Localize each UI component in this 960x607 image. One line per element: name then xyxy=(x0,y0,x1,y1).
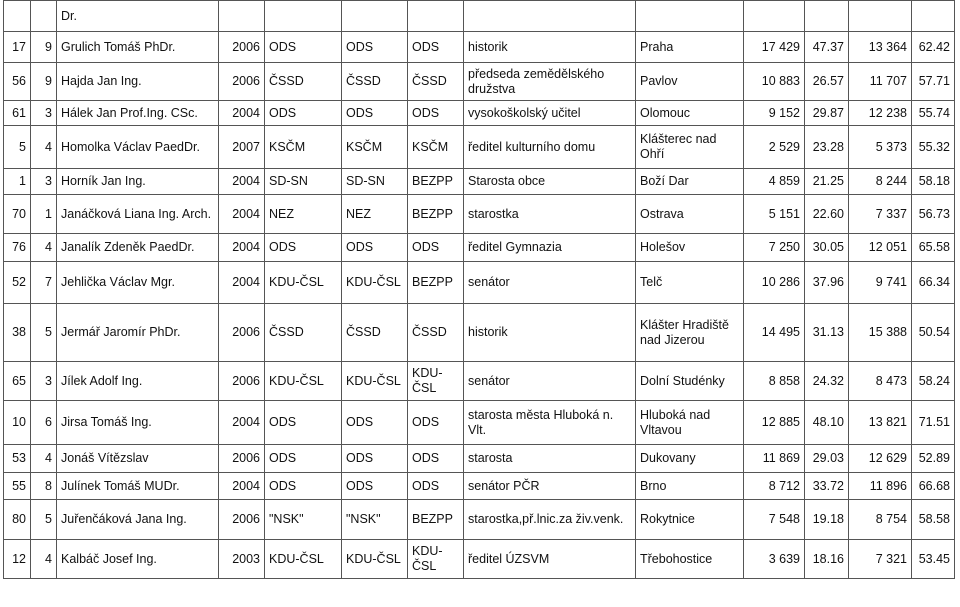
col-pct: 22.60 xyxy=(805,195,849,234)
col-votes2: 13 364 xyxy=(849,32,912,63)
col-city: Holešov xyxy=(636,234,744,262)
col-occupation: senátor PČR xyxy=(464,473,636,500)
col-party-nominating: KDU-ČSL xyxy=(265,362,342,401)
col-order: 7 xyxy=(31,262,57,304)
col-pct: 31.13 xyxy=(805,304,849,362)
col-rank: 70 xyxy=(4,195,31,234)
col-votes2: 8 754 xyxy=(849,500,912,540)
col-year: 2004 xyxy=(219,195,265,234)
col-votes: 14 495 xyxy=(744,304,805,362)
col-votes2: 11 707 xyxy=(849,63,912,101)
col-party-nominating: ČSSD xyxy=(265,63,342,101)
col-order: 5 xyxy=(31,500,57,540)
col-occupation: předseda zemědělského družstva xyxy=(464,63,636,101)
col-name: Homolka Václav PaedDr. xyxy=(57,126,219,169)
col-votes: 7 250 xyxy=(744,234,805,262)
col-pct: 37.96 xyxy=(805,262,849,304)
table-row xyxy=(4,540,955,579)
col-year: 2003 xyxy=(219,540,265,579)
col-votes: 12 885 xyxy=(744,401,805,445)
table-row xyxy=(4,262,955,304)
col-party-nominating: NEZ xyxy=(265,195,342,234)
col-pct: 33.72 xyxy=(805,473,849,500)
table-row xyxy=(4,234,955,262)
col-party-nominating: ODS xyxy=(265,401,342,445)
col-pct: 29.87 xyxy=(805,101,849,126)
col-membership: BEZPP xyxy=(408,195,464,234)
col-year: 2006 xyxy=(219,63,265,101)
col-party: ODS xyxy=(342,234,408,262)
col-pct2: 71.51 xyxy=(912,401,955,445)
table-row xyxy=(4,401,955,445)
col-pct2: 53.45 xyxy=(912,540,955,579)
col-rank: 53 xyxy=(4,445,31,473)
col-city: Klášterec nad Ohří xyxy=(636,126,744,169)
col-pct: 24.32 xyxy=(805,362,849,401)
col-party-nominating: ODS xyxy=(265,234,342,262)
col-year: 2004 xyxy=(219,234,265,262)
col-votes: 8 858 xyxy=(744,362,805,401)
col-pct2: 58.58 xyxy=(912,500,955,540)
col-membership: ČSSD xyxy=(408,304,464,362)
col-party: SD-SN xyxy=(342,169,408,195)
col-votes: 5 151 xyxy=(744,195,805,234)
col-name: Jermář Jaromír PhDr. xyxy=(57,304,219,362)
col-pct: 47.37 xyxy=(805,32,849,63)
col-occupation: senátor xyxy=(464,262,636,304)
col-membership: KDU-ČSL xyxy=(408,540,464,579)
col-year: 2004 xyxy=(219,169,265,195)
col-order: 4 xyxy=(31,126,57,169)
table-row xyxy=(4,304,955,362)
col-order: 5 xyxy=(31,304,57,362)
col-city: Olomouc xyxy=(636,101,744,126)
col-party-nominating: ODS xyxy=(265,445,342,473)
col-membership: ODS xyxy=(408,234,464,262)
col-party-nominating: ODS xyxy=(265,473,342,500)
col-rank: 61 xyxy=(4,101,31,126)
table-row xyxy=(4,101,955,126)
col-order: 4 xyxy=(31,234,57,262)
col-name: Jirsa Tomáš Ing. xyxy=(57,401,219,445)
col-pct: 26.57 xyxy=(805,63,849,101)
col-votes: 8 712 xyxy=(744,473,805,500)
col-party-nominating: KDU-ČSL xyxy=(265,262,342,304)
col-pct2: 57.71 xyxy=(912,63,955,101)
col-city: Telč xyxy=(636,262,744,304)
col-order: 4 xyxy=(31,445,57,473)
col-name: Jílek Adolf Ing. xyxy=(57,362,219,401)
col-occupation: senátor xyxy=(464,362,636,401)
table-row-partial xyxy=(4,1,955,32)
col-votes: 10 286 xyxy=(744,262,805,304)
col-occupation: ředitel ÚZSVM xyxy=(464,540,636,579)
col-party-nominating: ČSSD xyxy=(265,304,342,362)
col-party-nominating: ODS xyxy=(265,32,342,63)
col-city: Pavlov xyxy=(636,63,744,101)
col-city: Dolní Studénky xyxy=(636,362,744,401)
table-row xyxy=(4,500,955,540)
table-row xyxy=(4,473,955,500)
col-order: 3 xyxy=(31,169,57,195)
col-pct: 21.25 xyxy=(805,169,849,195)
col-name: Hajda Jan Ing. xyxy=(57,63,219,101)
col-membership: BEZPP xyxy=(408,262,464,304)
col-party: ODS xyxy=(342,101,408,126)
col-year: 2004 xyxy=(219,401,265,445)
col-pct: 18.16 xyxy=(805,540,849,579)
col-membership: KDU-ČSL xyxy=(408,362,464,401)
col-order: 6 xyxy=(31,401,57,445)
col-membership: KSČM xyxy=(408,126,464,169)
col-occupation: starostka xyxy=(464,195,636,234)
col-year: 2006 xyxy=(219,500,265,540)
col-pct: 30.05 xyxy=(805,234,849,262)
table-row xyxy=(4,169,955,195)
col-order: 8 xyxy=(31,473,57,500)
col-pct2: 66.68 xyxy=(912,473,955,500)
col-votes: 2 529 xyxy=(744,126,805,169)
col-party: ODS xyxy=(342,473,408,500)
col-party: ODS xyxy=(342,401,408,445)
col-year: 2006 xyxy=(219,32,265,63)
col-votes: 17 429 xyxy=(744,32,805,63)
col-party-nominating: KDU-ČSL xyxy=(265,540,342,579)
col-votes: 3 639 xyxy=(744,540,805,579)
col-order: 3 xyxy=(31,101,57,126)
col-votes2: 13 821 xyxy=(849,401,912,445)
col-pct2: 62.42 xyxy=(912,32,955,63)
col-party: KDU-ČSL xyxy=(342,262,408,304)
col-name: Jehlička Václav Mgr. xyxy=(57,262,219,304)
col-party: ODS xyxy=(342,32,408,63)
table-row xyxy=(4,32,955,63)
col-party-nominating: ODS xyxy=(265,101,342,126)
col-party: NEZ xyxy=(342,195,408,234)
col-occupation: ředitel Gymnazia xyxy=(464,234,636,262)
table-row xyxy=(4,63,955,101)
col-year: 2006 xyxy=(219,445,265,473)
col-membership: ODS xyxy=(408,32,464,63)
table-row xyxy=(4,195,955,234)
col-votes: 10 883 xyxy=(744,63,805,101)
col-rank: 55 xyxy=(4,473,31,500)
col-votes: 11 869 xyxy=(744,445,805,473)
col-pct2: 55.74 xyxy=(912,101,955,126)
col-votes2: 12 629 xyxy=(849,445,912,473)
col-occupation: ředitel kulturního domu xyxy=(464,126,636,169)
col-order: 1 xyxy=(31,195,57,234)
col-city: Praha xyxy=(636,32,744,63)
col-membership: BEZPP xyxy=(408,169,464,195)
col-pct: 23.28 xyxy=(805,126,849,169)
col-pct2: 52.89 xyxy=(912,445,955,473)
col-votes2: 12 051 xyxy=(849,234,912,262)
col-votes2: 9 741 xyxy=(849,262,912,304)
col-rank: 10 xyxy=(4,401,31,445)
col-occupation: starostka,př.lnic.za živ.venk. xyxy=(464,500,636,540)
col-membership: ČSSD xyxy=(408,63,464,101)
col-pct2: 65.58 xyxy=(912,234,955,262)
col-votes: 7 548 xyxy=(744,500,805,540)
table-row xyxy=(4,126,955,169)
col-name: Juřenčáková Jana Ing. xyxy=(57,500,219,540)
col-membership: BEZPP xyxy=(408,500,464,540)
col-pct: 19.18 xyxy=(805,500,849,540)
col-name: Janalík Zdeněk PaedDr. xyxy=(57,234,219,262)
col-party: ČSSD xyxy=(342,304,408,362)
col-name: Hálek Jan Prof.Ing. CSc. xyxy=(57,101,219,126)
col-pct2: 55.32 xyxy=(912,126,955,169)
col-name: Jonáš Vítězslav xyxy=(57,445,219,473)
col-party: ODS xyxy=(342,445,408,473)
col-occupation: historik xyxy=(464,32,636,63)
col-votes2: 11 896 xyxy=(849,473,912,500)
col-pct2: 50.54 xyxy=(912,304,955,362)
table-rows xyxy=(4,32,955,579)
col-city: Ostrava xyxy=(636,195,744,234)
col-order: 3 xyxy=(31,362,57,401)
col-party-nominating: "NSK" xyxy=(265,500,342,540)
col-order: 4 xyxy=(31,540,57,579)
col-name: Julínek Tomáš MUDr. xyxy=(57,473,219,500)
candidates-table xyxy=(3,0,955,579)
col-order: 9 xyxy=(31,32,57,63)
col-year: 2006 xyxy=(219,362,265,401)
col-votes2: 5 373 xyxy=(849,126,912,169)
col-rank: 80 xyxy=(4,500,31,540)
col-city: Brno xyxy=(636,473,744,500)
col-occupation: historik xyxy=(464,304,636,362)
col-city: Klášter Hradiště nad Jizerou xyxy=(636,304,744,362)
col-name: Kalbáč Josef Ing. xyxy=(57,540,219,579)
col-city: Hluboká nad Vltavou xyxy=(636,401,744,445)
col-year: 2004 xyxy=(219,101,265,126)
col-membership: ODS xyxy=(408,101,464,126)
col-pct2: 58.18 xyxy=(912,169,955,195)
col-city: Třebohostice xyxy=(636,540,744,579)
col-party: KDU-ČSL xyxy=(342,540,408,579)
col-pct: 29.03 xyxy=(805,445,849,473)
col-rank: 12 xyxy=(4,540,31,579)
col-occupation: starosta xyxy=(464,445,636,473)
col-pct2: 56.73 xyxy=(912,195,955,234)
col-votes2: 7 321 xyxy=(849,540,912,579)
col-party-nominating: SD-SN xyxy=(265,169,342,195)
col-party: ČSSD xyxy=(342,63,408,101)
col-rank: 56 xyxy=(4,63,31,101)
col-votes2: 8 473 xyxy=(849,362,912,401)
col-order: 9 xyxy=(31,63,57,101)
col-votes2: 15 388 xyxy=(849,304,912,362)
col-city: Dukovany xyxy=(636,445,744,473)
col-occupation: starosta města Hluboká n. Vlt. xyxy=(464,401,636,445)
table-row xyxy=(4,445,955,473)
col-rank: 52 xyxy=(4,262,31,304)
col-year: 2004 xyxy=(219,473,265,500)
col-party-nominating: KSČM xyxy=(265,126,342,169)
col-rank: 38 xyxy=(4,304,31,362)
col-party: "NSK" xyxy=(342,500,408,540)
col-pct2: 58.24 xyxy=(912,362,955,401)
col-city: Boží Dar xyxy=(636,169,744,195)
col-rank: 5 xyxy=(4,126,31,169)
col-occupation: vysokoškolský učitel xyxy=(464,101,636,126)
col-membership: ODS xyxy=(408,445,464,473)
col-city: Rokytnice xyxy=(636,500,744,540)
col-rank: 17 xyxy=(4,32,31,63)
col-name: Janáčková Liana Ing. Arch. xyxy=(57,195,219,234)
table-row xyxy=(4,362,955,401)
col-pct: 48.10 xyxy=(805,401,849,445)
col-membership: ODS xyxy=(408,473,464,500)
col-rank: 1 xyxy=(4,169,31,195)
col-votes: 4 859 xyxy=(744,169,805,195)
col-rank: 65 xyxy=(4,362,31,401)
col-year: 2004 xyxy=(219,262,265,304)
col-pct2: 66.34 xyxy=(912,262,955,304)
col-votes: 9 152 xyxy=(744,101,805,126)
col-party: KSČM xyxy=(342,126,408,169)
col-rank: 76 xyxy=(4,234,31,262)
col-occupation: Starosta obce xyxy=(464,169,636,195)
col-year: 2006 xyxy=(219,304,265,362)
col-name: Grulich Tomáš PhDr. xyxy=(57,32,219,63)
col-year: 2007 xyxy=(219,126,265,169)
col-votes2: 7 337 xyxy=(849,195,912,234)
col-votes2: 8 244 xyxy=(849,169,912,195)
col-party: KDU-ČSL xyxy=(342,362,408,401)
col-membership: ODS xyxy=(408,401,464,445)
col-name: Horník Jan Ing. xyxy=(57,169,219,195)
partial-cell: Dr. xyxy=(57,1,219,32)
col-votes2: 12 238 xyxy=(849,101,912,126)
